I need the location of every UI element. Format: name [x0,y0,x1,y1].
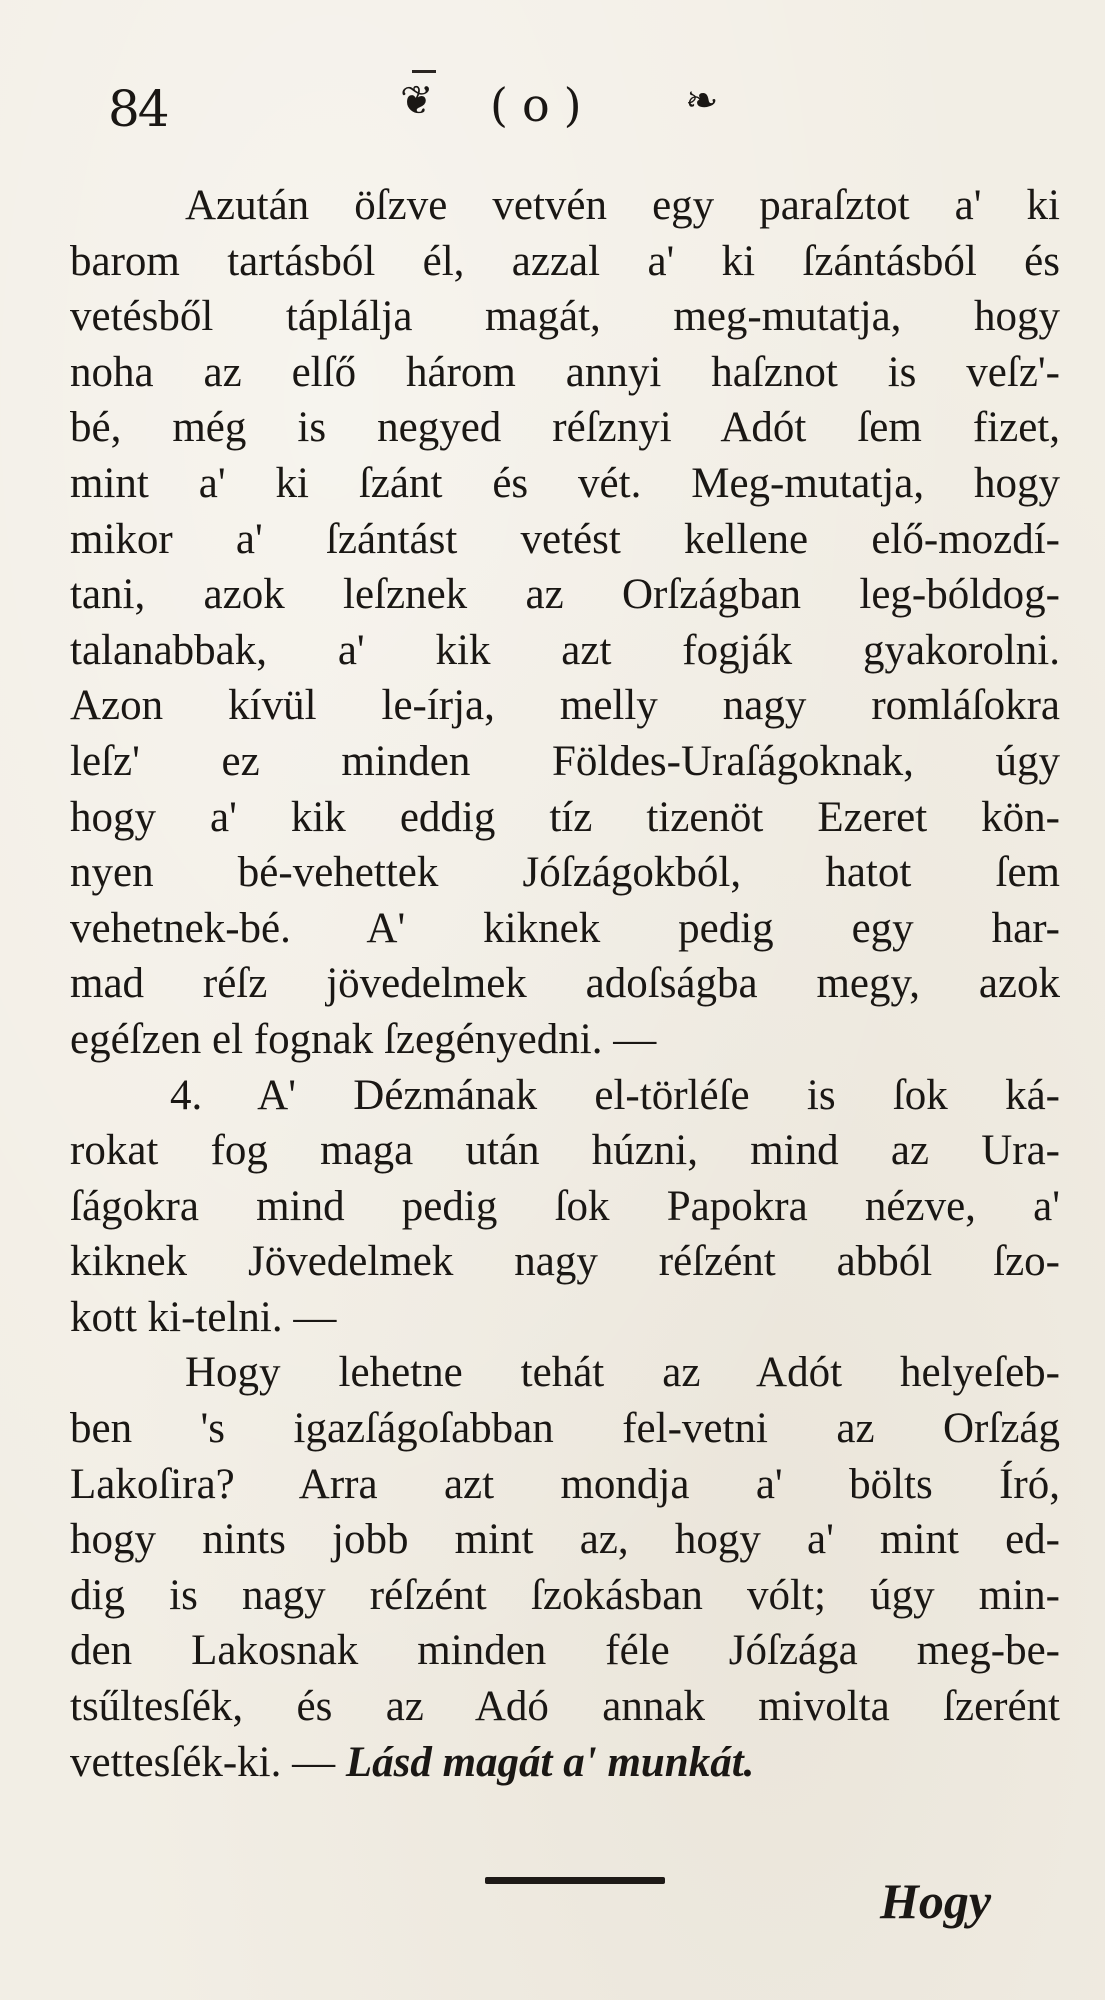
text-line: rokat fog maga után húzni, mind az Ura- [70,1127,1060,1175]
text-line: mad réſz jövedelmek adoſságba megy, azok [70,960,1060,1008]
page-number: 84 [108,80,168,138]
section-rule [485,1877,665,1884]
text-line: Azután öſzve vetvén egy paraſztot a' ki [185,182,1060,229]
text-line: nyen bé-vehettek Jóſzágokból, hatot ſem [70,849,1060,897]
header-center-mark: (o) [490,78,596,132]
text-line: Hogy lehetne tehát az Adót helyeſeb- [185,1349,1060,1397]
text-line-final [70,1735,1060,1791]
text-line: vehetnek-bé. A' kiknek pedig egy har- [70,904,1060,952]
reference-italic: Lásd magát a' munkát. [345,1738,755,1786]
text-line: hogy nints jobb mint az, hogy a' mint ed- [70,1516,1060,1564]
text-line: kiknek Jövedelmek nagy réſzént abból ſzo- [70,1238,1060,1286]
text-line: mikor a' ſzántást vetést kellene elő-mozdí- [70,515,1060,563]
text-line: hogy a' kik eddig tíz tizenöt Ezeret kön- [70,793,1060,841]
text-line: kott ki-telni. — [70,1293,337,1341]
text-line: tsűltesſék, és az Adó annak mivolta ſzerént [70,1683,1060,1731]
text-line: bé, még is negyed réſznyi Adót ſem fizet, [70,404,1060,452]
text-line: talanabbak, a' kik azt fogják gyakorolni. [70,626,1060,674]
final-line-text: vettesſék-ki. — [70,1738,346,1786]
header-dash [412,70,436,73]
text-line: leſz' ez minden Földes-Uraſágoknak, úgy [70,737,1060,785]
text-line: 4. A' Dézmának el-törléſe is ſok ká- [170,1071,1060,1119]
fleuron-left-icon: ❦ [400,78,434,124]
fleuron-right-icon: ❧ [685,78,719,124]
text-line: ſágokra mind pedig ſok Papokra nézve, a' [70,1182,1060,1230]
text-line: barom tartásból él, azzal a' ki ſzántásból és [70,237,1060,285]
text-line: mint a' ki ſzánt és vét. Meg-mutatja, hogy [70,459,1060,507]
text-line: dig is nagy réſzént ſzokásban vólt; úgy min- [70,1571,1060,1619]
text-line: den Lakosnak minden féle Jóſzága meg-be- [70,1627,1060,1675]
text-line: tani, azok leſznek az Orſzágban leg-bóldog- [70,571,1060,619]
catchword: Hogy [880,1873,992,1929]
text-line: vetésből táplálja magát, meg-mutatja, hogy [70,293,1060,341]
page-header [0,70,1105,150]
text-line: Lakoſira? Arra azt mondja a' bölts Író, [70,1460,1060,1508]
text-line: egéſzen el fognak ſzegényedni. — [70,1015,657,1063]
text-line: Azon kívül le-írja, melly nagy romláſokra [70,682,1060,730]
body-text [70,178,1060,1790]
text-line: noha az elſő három annyi haſznot is veſz'- [70,348,1060,396]
text-line: ben 's igazſágoſabban fel-vetni az Orſzág [70,1405,1060,1453]
